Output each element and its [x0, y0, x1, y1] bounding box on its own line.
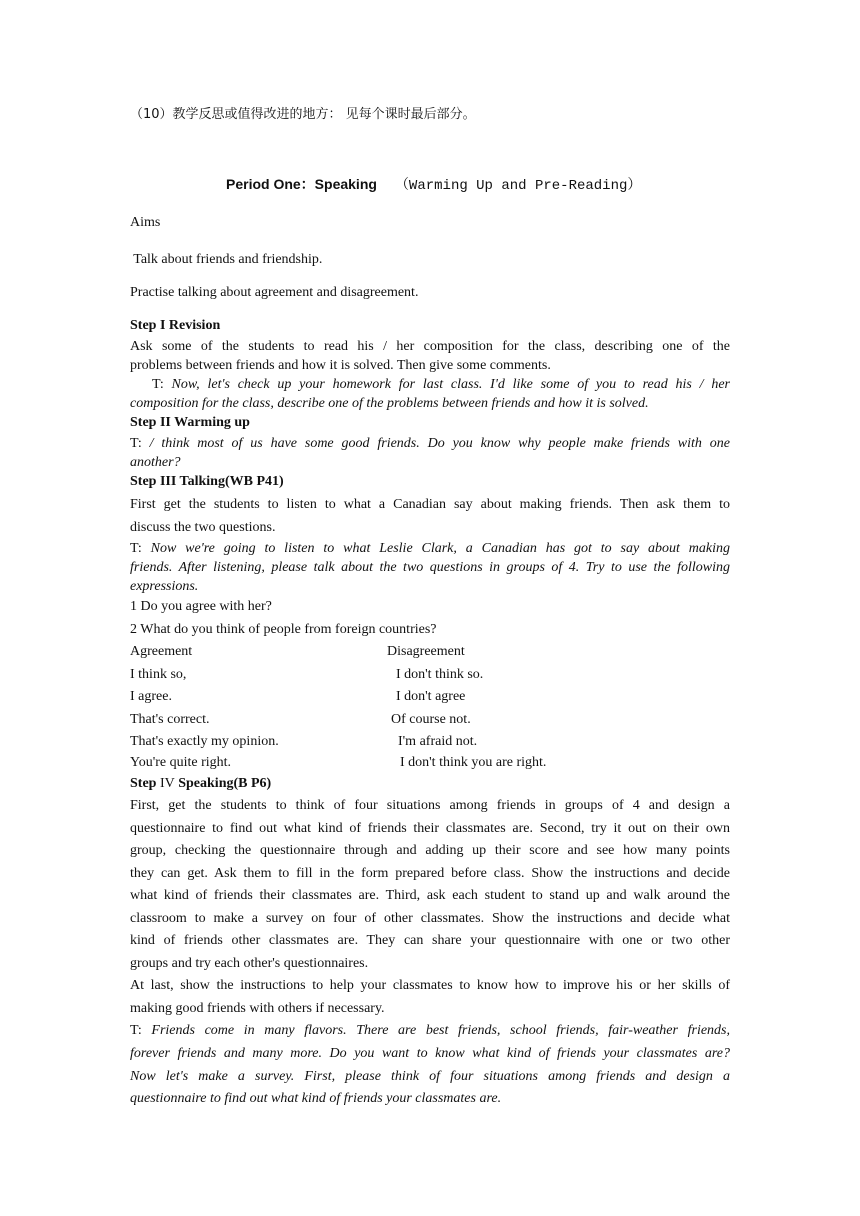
step4-text: kind of friends other classmates are. They can share your questionnaire with one or two other	[130, 933, 730, 948]
agreement-expression: That's exactly my opinion.	[130, 734, 279, 749]
question-item: 1 Do you agree with her?	[130, 599, 272, 614]
step4-teacher-line	[130, 1022, 730, 1040]
teacher-prefix: T:	[130, 436, 150, 451]
step3-text: First get the students to listen to what a Canadian say about making friends. Then ask them to	[130, 497, 730, 512]
step1-text: problems between friends and how it is solved. Then give some comments.	[130, 358, 551, 373]
step4-text: making good friends with others if necessary.	[130, 1001, 385, 1016]
disagreement-expression: I'm afraid not.	[398, 734, 478, 749]
period-title-main: Period One：Speaking	[226, 176, 377, 192]
teacher-prefix: T:	[152, 377, 172, 392]
disagreement-expression: Of course not.	[391, 712, 471, 727]
aims-heading: Aims	[130, 215, 161, 230]
teacher-speech: Now let's make a survey. First, please think of four situations among friends and design a	[130, 1069, 730, 1084]
step4-text: First, get the students to think of four situations among friends in groups of 4 and design a	[130, 798, 730, 813]
step4-text: At last, show the instructions to help your classmates to know how to improve his or her skills of	[130, 978, 730, 993]
teacher-speech: Now we're going to listen to what Leslie Clark, a Canadian has got to say about making	[150, 541, 730, 556]
step4-text: what kind of friends their classmates are. Third, ask each student to stand up and walk around the	[130, 888, 730, 903]
step4-heading-numeral: IV	[159, 776, 175, 791]
aim-item: Talk about friends and friendship.	[130, 252, 323, 267]
step3-text: discuss the two questions.	[130, 520, 276, 535]
teacher-prefix: T:	[130, 541, 151, 556]
step1-teacher-line	[152, 376, 730, 394]
step3-heading: Step III Talking(WB P41)	[130, 474, 284, 489]
step4-heading-part: Speaking(B P6)	[174, 776, 272, 791]
disagreement-expression: I don't agree	[396, 689, 466, 704]
step4-heading-part: Step	[130, 776, 160, 791]
agreement-expression: That's correct.	[130, 712, 210, 727]
step3-teacher-line	[130, 540, 730, 558]
teacher-prefix: T:	[130, 1023, 152, 1038]
period-title-sub: （Warming Up and Pre-Reading）	[394, 178, 642, 194]
teacher-speech: Friends come in many flavors. There are best friends, school friends, fair-weather friends,	[151, 1023, 730, 1038]
step4-text: groups and try each other's questionnaires.	[130, 956, 369, 971]
step1-heading: Step I Revision	[130, 318, 221, 333]
teacher-speech: expressions.	[130, 579, 199, 594]
step4-text: group, checking the questionnaire through and adding up their score and see how many points	[130, 843, 730, 858]
step4-heading	[130, 775, 730, 793]
disagreement-expression: I don't think you are right.	[400, 755, 547, 770]
agreement-header: Agreement	[130, 644, 193, 659]
teacher-speech: forever friends and many more. Do you want to know what kind of friends your classmates are?	[130, 1046, 730, 1061]
step2-teacher-line	[130, 435, 730, 453]
teacher-speech: composition for the class, describe one of the problems between friends and how it is solved.	[130, 396, 649, 411]
step4-text: questionnaire to find out what kind of friends their classmates are. Second, try it out on their own	[130, 821, 730, 836]
step4-text: classroom to make a survey on four of other classmates. Show the instructions and decide what	[130, 911, 730, 926]
teacher-speech: / think most of us have some good friends. Do you know why people make friends with one	[149, 436, 730, 451]
teacher-speech: questionnaire to find out what kind of friends your classmates are.	[130, 1091, 502, 1106]
agreement-expression: I think so,	[130, 667, 187, 682]
step4-text: they can get. Ask them to fill in the form prepared before class. Show the instructions and decide	[130, 866, 730, 881]
teacher-speech: another?	[130, 455, 181, 470]
question-item: 2 What do you think of people from foreign countries?	[130, 622, 437, 637]
disagreement-header: Disagreement	[387, 644, 465, 659]
step1-text: Ask some of the students to read his / her composition for the class, describing one of the	[130, 339, 730, 354]
teacher-speech: Now, let's check up your homework for last class. I'd like some of you to read his / her	[171, 377, 731, 392]
agreement-expression: I agree.	[130, 689, 172, 704]
disagreement-expression: I don't think so.	[396, 667, 484, 682]
reflection-note: （10）教学反思或值得改进的地方： 见每个课时最后部分。	[130, 107, 476, 122]
aim-item: Practise talking about agreement and disagreement.	[130, 285, 419, 300]
teacher-speech: friends. After listening, please talk about the two questions in groups of 4. Try to use the following	[130, 560, 730, 575]
period-title	[226, 175, 826, 195]
agreement-expression: You're quite right.	[130, 755, 232, 770]
step2-heading: Step II Warming up	[130, 415, 250, 430]
